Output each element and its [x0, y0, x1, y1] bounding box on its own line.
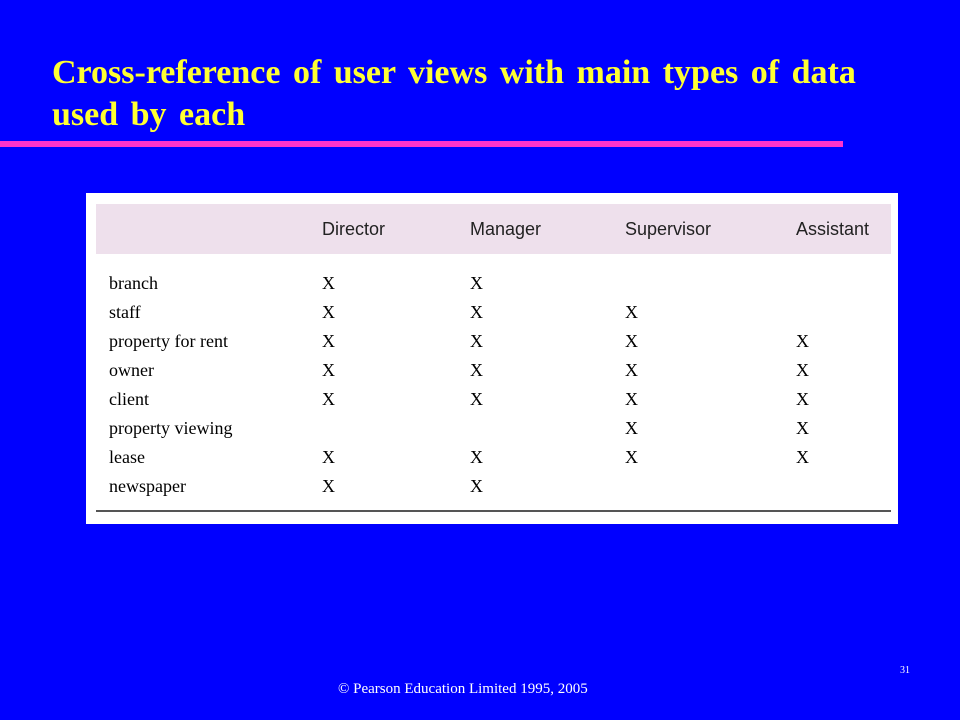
- table-row: [86, 417, 898, 446]
- cell-staff-manager: X: [470, 302, 483, 322]
- column-header-assistant: Assistant: [796, 219, 870, 239]
- cell-owner-assistant: X: [796, 360, 809, 380]
- column-header-supervisor: Supervisor: [625, 219, 712, 239]
- cell-lease-manager: X: [470, 447, 483, 467]
- cell-branch-manager: X: [470, 273, 483, 293]
- cell-staff-supervisor: X: [625, 302, 638, 322]
- cell-owner-director: X: [322, 360, 335, 380]
- slide-title: Cross-reference of user views with main types of data used by each: [52, 54, 856, 133]
- column-header-director: Director: [322, 219, 386, 239]
- row-label-property-viewing: property viewing: [109, 418, 233, 438]
- table-row: [86, 272, 898, 301]
- cell-lease-director: X: [322, 447, 335, 467]
- cell-branch-director: X: [322, 273, 335, 293]
- cell-client-manager: X: [470, 389, 483, 409]
- row-label-client: client: [109, 389, 149, 409]
- table-bottom-rule: [96, 510, 891, 512]
- row-label-lease: lease: [109, 447, 145, 467]
- row-label-staff: staff: [109, 302, 141, 322]
- table-row: [86, 330, 898, 359]
- cell-owner-manager: X: [470, 360, 483, 380]
- cell-client-supervisor: X: [625, 389, 638, 409]
- cell-property-viewing-supervisor: X: [625, 418, 638, 438]
- table-row: [86, 388, 898, 417]
- row-label-property-for-rent: property for rent: [109, 331, 228, 351]
- cell-client-assistant: X: [796, 389, 809, 409]
- copyright-notice: © Pearson Education Limited 1995, 2005: [338, 681, 588, 697]
- row-label-branch: branch: [109, 273, 158, 293]
- cross-reference-table: [86, 193, 898, 524]
- cell-property-for-rent-director: X: [322, 331, 335, 351]
- cell-lease-supervisor: X: [625, 447, 638, 467]
- cell-property-for-rent-assistant: X: [796, 331, 809, 351]
- page-number: 31: [900, 665, 910, 676]
- cell-staff-director: X: [322, 302, 335, 322]
- table-row: [86, 446, 898, 475]
- table-row: [86, 475, 898, 504]
- cell-owner-supervisor: X: [625, 360, 638, 380]
- table-row: [86, 359, 898, 388]
- row-label-newspaper: newspaper: [109, 476, 186, 496]
- row-label-owner: owner: [109, 360, 154, 380]
- cell-property-viewing-assistant: X: [796, 418, 809, 438]
- cell-lease-assistant: X: [796, 447, 809, 467]
- cell-client-director: X: [322, 389, 335, 409]
- column-header-manager: Manager: [470, 219, 542, 239]
- table-row: [86, 301, 898, 330]
- cell-newspaper-director: X: [322, 476, 335, 496]
- cell-newspaper-manager: X: [470, 476, 483, 496]
- title-underline: [0, 141, 843, 147]
- cell-property-for-rent-manager: X: [470, 331, 483, 351]
- cell-property-for-rent-supervisor: X: [625, 331, 638, 351]
